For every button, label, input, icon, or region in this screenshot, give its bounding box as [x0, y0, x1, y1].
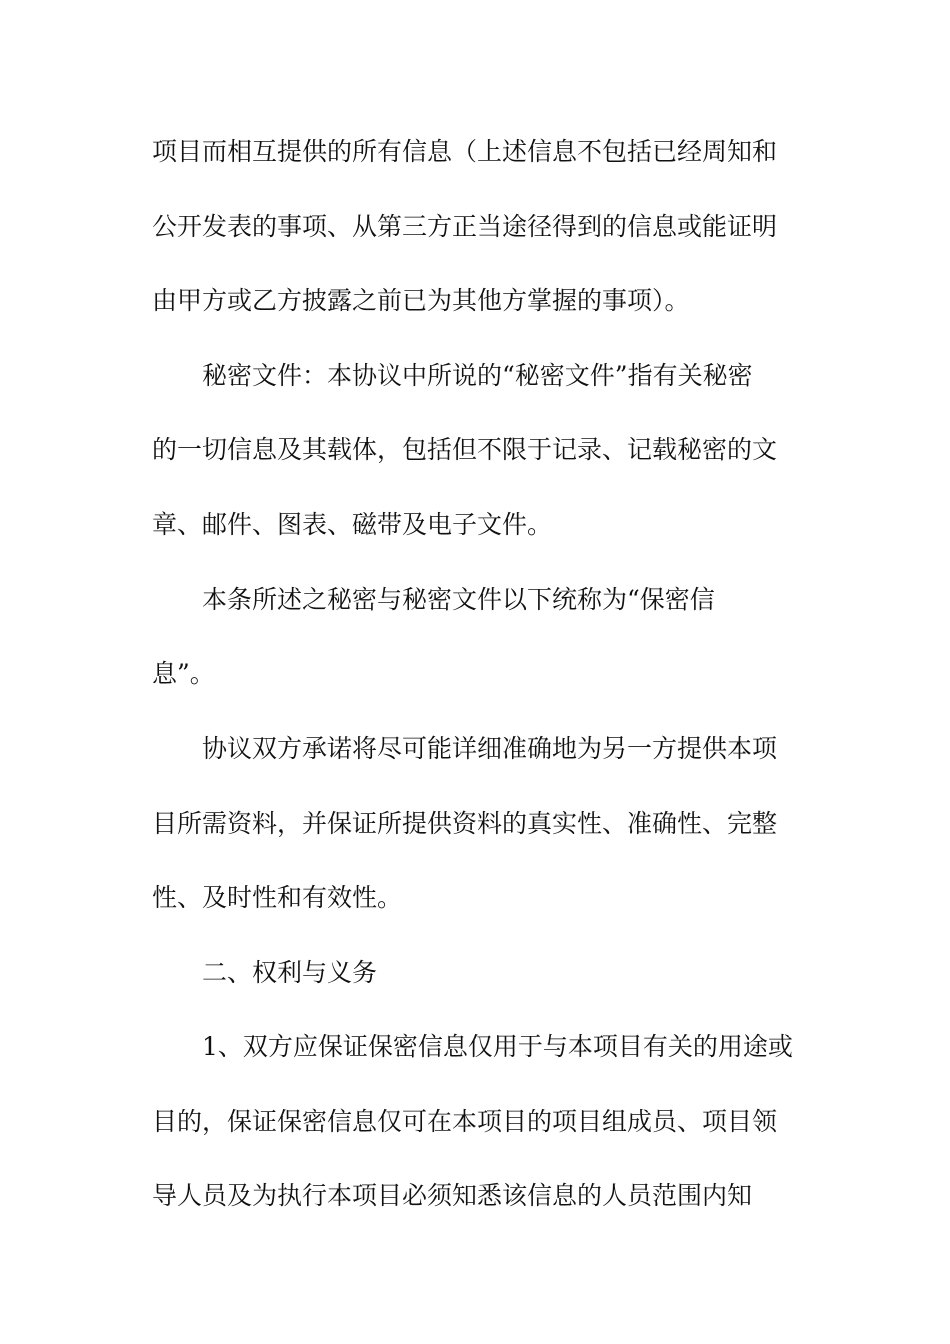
text-line: 公开发表的事项、从第三方正当途径得到的信息或能证明 — [152, 212, 778, 241]
paragraph-start-line: 秘密文件：本协议中所说的“秘密文件”指有关秘密 — [202, 361, 753, 390]
text-line: 导人员及为执行本项目必须知悉该信息的人员范围内知 — [152, 1181, 753, 1210]
section-heading: 二、权利与义务 — [202, 958, 378, 987]
paragraph-start-line: 1、双方应保证保密信息仅用于与本项目有关的用途或 — [202, 1032, 793, 1061]
text-line: 目所需资料，并保证所提供资料的真实性、准确性、完整 — [152, 809, 778, 838]
text-line: 项目而相互提供的所有信息（上述信息不包括已经周知和 — [152, 137, 778, 166]
paragraph-start-line: 本条所述之秘密与秘密文件以下统称为“保密信 — [202, 585, 715, 614]
text-line: 的一切信息及其载体，包括但不限于记录、记载秘密的文 — [152, 435, 778, 464]
text-line: 息”。 — [152, 659, 215, 688]
text-line: 由甲方或乙方披露之前已为其他方掌握的事项）。 — [152, 286, 690, 315]
text-line: 性、及时性和有效性。 — [152, 883, 403, 912]
text-line: 目的，保证保密信息仅可在本项目的项目组成员、项目领 — [152, 1107, 778, 1136]
text-line: 章、邮件、图表、磁带及电子文件。 — [152, 510, 553, 539]
paragraph-start-line: 协议双方承诺将尽可能详细准确地为另一方提供本项 — [202, 734, 778, 763]
